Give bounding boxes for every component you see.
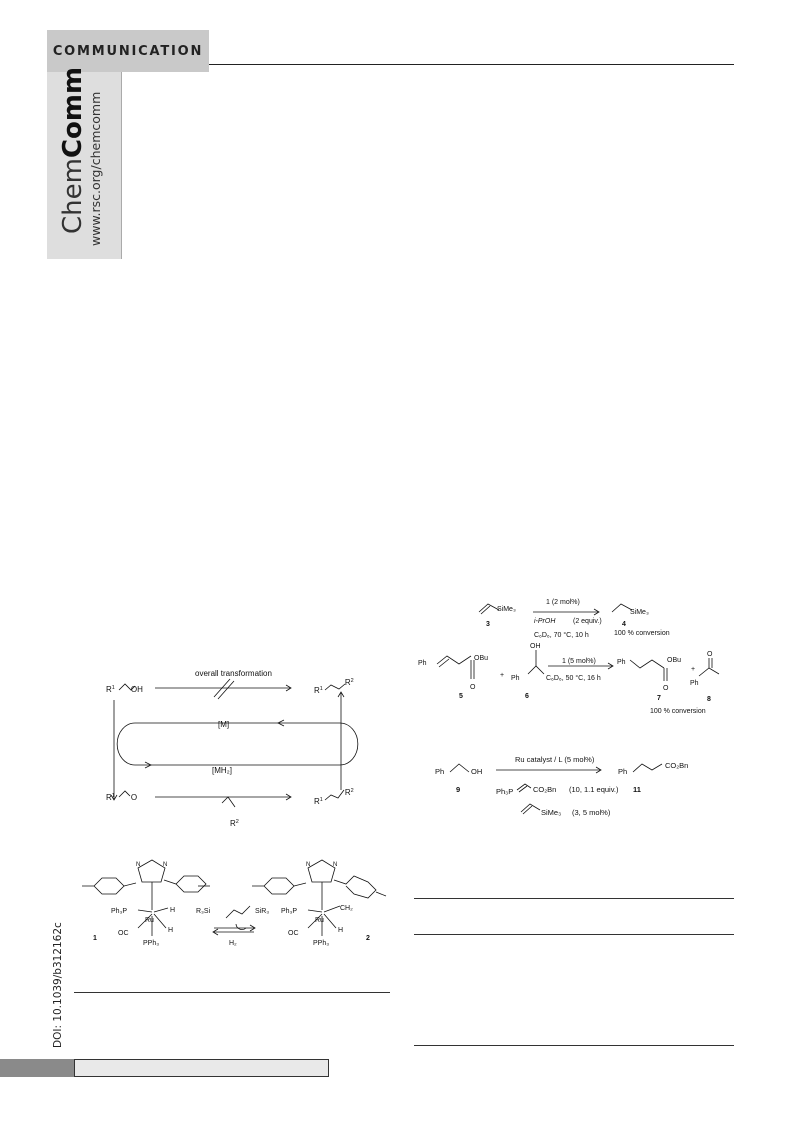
complex1-n: N — [136, 862, 141, 868]
complex2-pph3-b: PPh₃ — [313, 940, 330, 947]
compound-7-number: 7 — [657, 695, 661, 702]
complex2-pph3: Ph₃P — [281, 908, 298, 915]
alcohol-ph: Ph — [511, 675, 520, 682]
complex1-pph3-b: PPh₃ — [143, 940, 160, 947]
aldehyde: $R^1$ O — [106, 793, 138, 802]
footer-page-tab — [0, 1059, 74, 1077]
compound-8-number: 8 — [707, 696, 711, 703]
alkane-product: $R^1R^2$ — [314, 678, 354, 695]
alkene: $R^1R^2$ — [314, 788, 354, 806]
metal-dihydride: [MH₂] — [212, 766, 232, 775]
ketone-ph: Ph — [690, 680, 699, 687]
compound-9-number: 9 — [456, 785, 461, 794]
complex1-ru: Ru — [145, 917, 154, 924]
condition-ipr: i-PrOH — [534, 618, 556, 625]
reactant-3-number: 3 — [486, 621, 490, 628]
ylide-10: Ph₃P — [496, 787, 514, 796]
silane-3: SiMe₃ — [541, 808, 562, 817]
complex1-hydride-a: H — [170, 907, 176, 914]
doi-label: DOI: 10.1039/b312162c — [52, 922, 64, 1048]
compound-6-number: 6 — [525, 693, 529, 700]
product-11-co2bn: CO₂Bn — [665, 761, 689, 770]
cinnamate-ph: Ph — [418, 660, 427, 667]
condition2-catalyst: 1 (5 mol%) — [562, 658, 596, 665]
complex2-co: OC — [288, 930, 299, 937]
complex1-pph3: Ph₃P — [111, 908, 128, 915]
brand-prefix: Chem — [58, 158, 88, 234]
table-top-rule — [414, 898, 734, 899]
journal-website[interactable]: www.rsc.org/chemcomm — [88, 91, 103, 246]
ester-o: O — [663, 685, 669, 692]
ylide-amount: (10, 1.1 equiv.) — [569, 785, 619, 794]
vinylsilane: R₃Si — [196, 908, 211, 915]
ethylsilane: SiR₃ — [255, 908, 270, 915]
r1-alcohol: $R^1$ OH — [106, 685, 143, 694]
compound-11-number: 11 — [633, 785, 641, 794]
conversion-b: 100 % conversion — [650, 708, 706, 715]
hydrogen-gas: H₂ — [229, 940, 237, 947]
alcohol-9-ph: Ph — [435, 767, 445, 776]
condition-solvent: C₆D₆, 70 °C, 10 h — [534, 632, 589, 639]
metal-catalyst: [M] — [218, 720, 230, 729]
complex2-ru: Ru — [315, 917, 324, 924]
footer-citation-box — [74, 1059, 329, 1077]
condition2-solvent: C₆D₆, 50 °C, 16 h — [546, 675, 601, 682]
reactant-3-simes3: SiMe₃ — [497, 606, 516, 613]
condition-ru-catalyst: Ru catalyst / L (5 mol%) — [515, 755, 595, 764]
ylide-r2: $R^2$ — [230, 819, 239, 828]
section-label: COMMUNICATION — [47, 30, 209, 72]
complex2-n2: N — [333, 862, 338, 868]
complex2-number: 2 — [366, 935, 370, 942]
complex2-n: N — [306, 862, 311, 868]
ester-ph: Ph — [617, 659, 626, 666]
complex1-n2: N — [163, 862, 168, 868]
product-4-number: 4 — [622, 621, 626, 628]
ketone-o: O — [707, 651, 713, 658]
conversion-a: 100 % conversion — [614, 630, 670, 637]
alcohol-oh: OH — [530, 643, 541, 650]
complex1-co: OC — [118, 930, 129, 937]
condition-equiv: (2 equiv.) — [573, 618, 602, 625]
alcohol-9-oh: OH — [471, 767, 483, 776]
complex2-hydride: H — [338, 927, 344, 934]
ylide-co2bn: CO₂Bn — [533, 785, 557, 794]
overall-label: overall transformation — [195, 669, 272, 678]
brand-suffix: Comm — [58, 66, 88, 159]
complex2-ch2: CH₂ — [340, 905, 353, 912]
product-11-ph: Ph — [618, 767, 628, 776]
table-bottom-rule — [414, 1045, 734, 1046]
ester-obu: OBu — [667, 657, 682, 664]
compound-5-number: 5 — [459, 693, 463, 700]
table-header-rule — [414, 934, 734, 935]
product-4-simes3: SiMe₃ — [630, 609, 649, 616]
silane-amount: (3, 5 mol%) — [572, 808, 611, 817]
cinnamate-o: O — [470, 684, 476, 691]
cinnamate-obu: OBu — [474, 655, 489, 662]
condition-catalyst: 1 (2 mol%) — [546, 599, 580, 606]
complex1-hydride-b: H — [168, 927, 174, 934]
plus-b: + — [691, 666, 696, 673]
complex1-number: 1 — [93, 935, 97, 942]
plus-a: + — [500, 672, 505, 679]
